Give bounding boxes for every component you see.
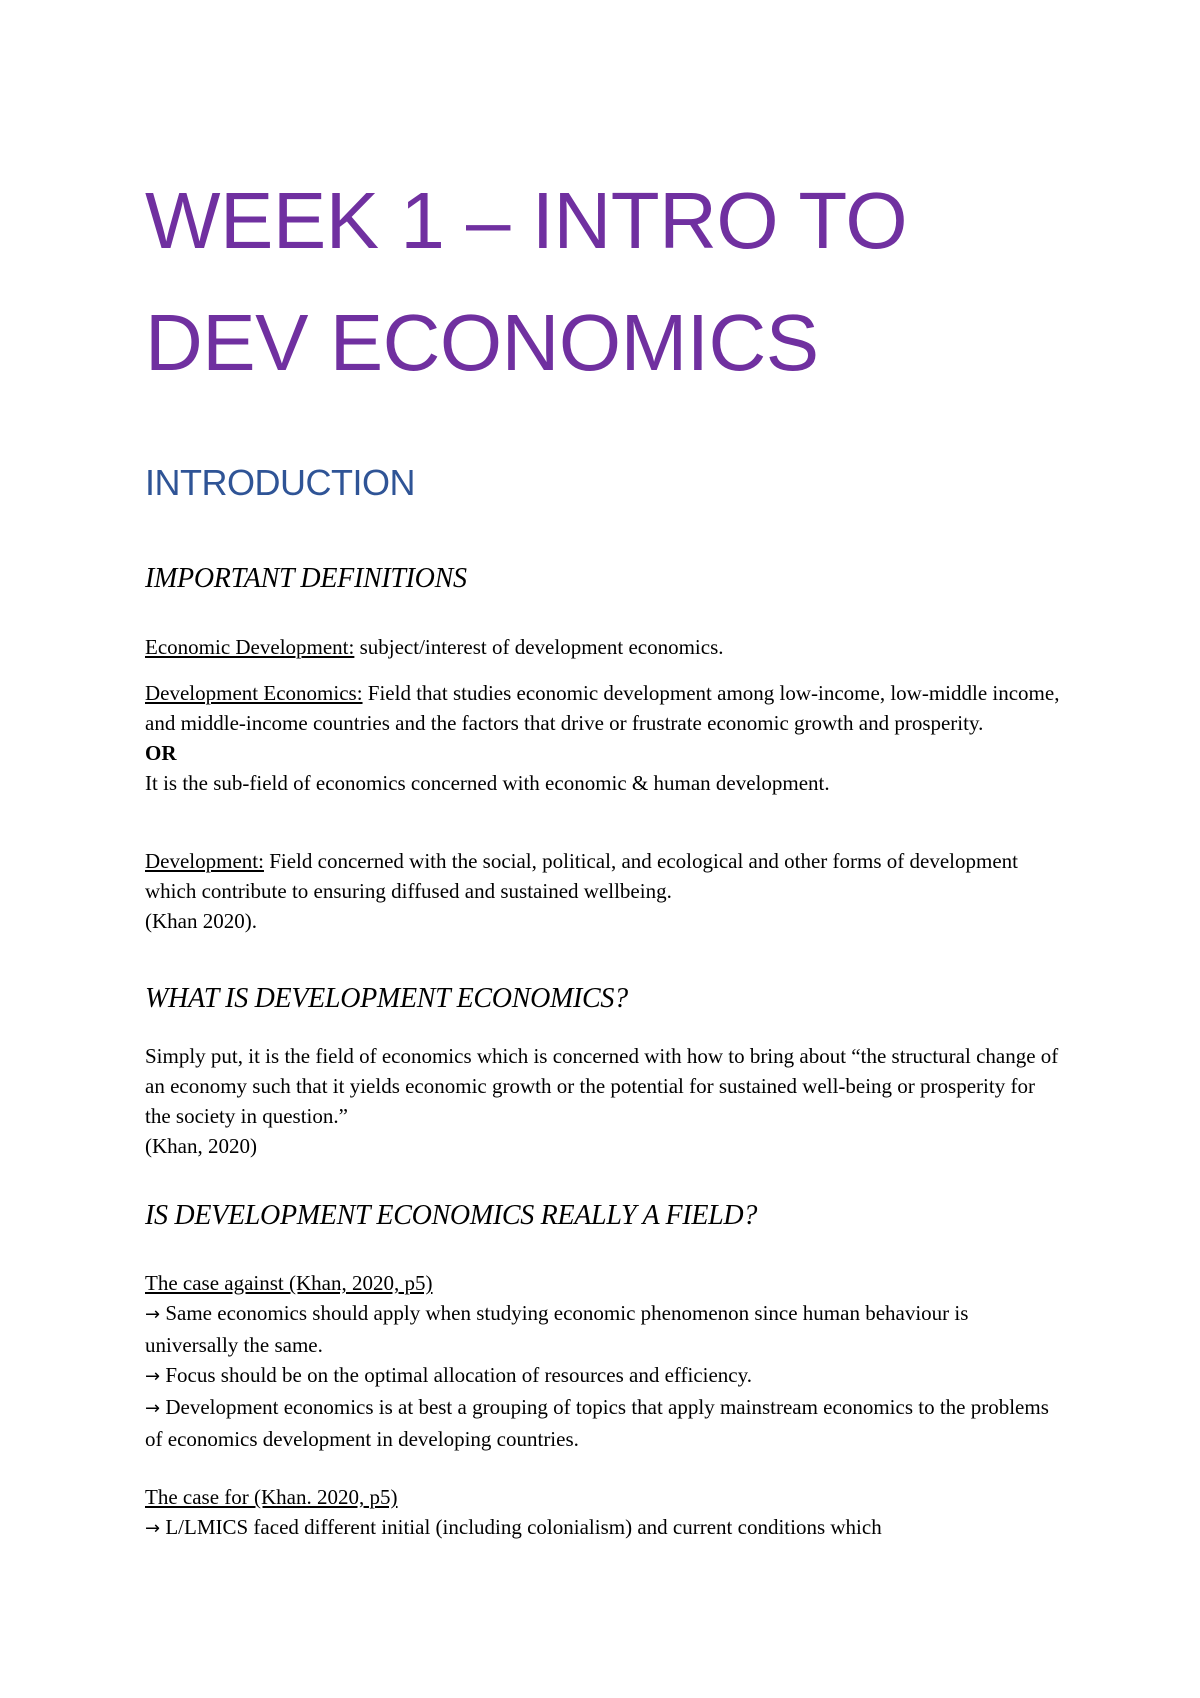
- definition-text: Field that studies economic development among low-income, low-middle income, and middle-income countries and the factors that drive or frustrate economic growth and prosperity.: [145, 681, 1060, 735]
- citation: (Khan 2020).: [145, 909, 257, 933]
- list-item: [145, 1298, 1065, 1360]
- term-development-economics: Development Economics:: [145, 681, 363, 705]
- list-item-text: Focus should be on the optimal allocation of resources and efficiency.: [165, 1363, 753, 1387]
- definition-economic-development: [145, 632, 1065, 662]
- title-line-2: DEV ECONOMICS: [145, 298, 819, 387]
- case-against-label: The case against (Khan, 2020, p5): [145, 1271, 433, 1295]
- what-is-paragraph: [145, 1041, 1065, 1161]
- definition-development-economics: [145, 678, 1065, 798]
- definition-alt-text: It is the sub-field of economics concerned with economic & human development.: [145, 771, 830, 795]
- list-item-text: L/LMICS faced different initial (including colonialism) and current conditions which: [165, 1515, 882, 1539]
- list-item: [145, 1360, 1065, 1392]
- term-development: Development:: [145, 849, 264, 873]
- or-label: OR: [145, 741, 177, 765]
- citation: (Khan, 2020): [145, 1134, 257, 1158]
- document-title: [145, 160, 907, 404]
- definition-text: subject/interest of development economics.: [354, 635, 724, 659]
- list-item: [145, 1512, 1065, 1544]
- definition-development: [145, 846, 1065, 936]
- right-arrow-icon: →: [145, 1304, 161, 1325]
- list-item: [145, 1392, 1065, 1454]
- section-heading-introduction: INTRODUCTION: [145, 462, 415, 503]
- right-arrow-icon: →: [145, 1366, 161, 1387]
- list-item-text: Development economics is at best a grouping of topics that apply mainstream economics to the problems of economics development in developing countries.: [145, 1395, 1049, 1451]
- title-line-1: WEEK 1 – INTRO TO: [145, 176, 908, 265]
- heading-what-is-development-economics: WHAT IS DEVELOPMENT ECONOMICS?: [145, 983, 628, 1014]
- right-arrow-icon: →: [145, 1398, 161, 1419]
- list-item-text: Same economics should apply when studying economic phenomenon since human behaviour is universally the same.: [145, 1301, 969, 1357]
- case-for-label: The case for (Khan. 2020, p5): [145, 1485, 398, 1509]
- heading-important-definitions: IMPORTANT DEFINITIONS: [145, 563, 467, 594]
- what-is-text: Simply put, it is the field of economics which is concerned with how to bring about “the structural change of an economy such that it yields economic growth or the potential for sustained well-being or prosperity for the society in question.”: [145, 1044, 1059, 1128]
- document-page: [145, 0, 1065, 1698]
- definition-text: Field concerned with the social, political, and ecological and other forms of development which contribute to ensuring diffused and sustained wellbeing.: [145, 849, 1018, 903]
- right-arrow-icon: →: [145, 1518, 161, 1539]
- heading-is-development-economics-a-field: IS DEVELOPMENT ECONOMICS REALLY A FIELD?: [145, 1200, 758, 1231]
- case-against: [145, 1268, 1065, 1454]
- term-economic-development: Economic Development:: [145, 635, 355, 659]
- case-for: [145, 1482, 1065, 1544]
